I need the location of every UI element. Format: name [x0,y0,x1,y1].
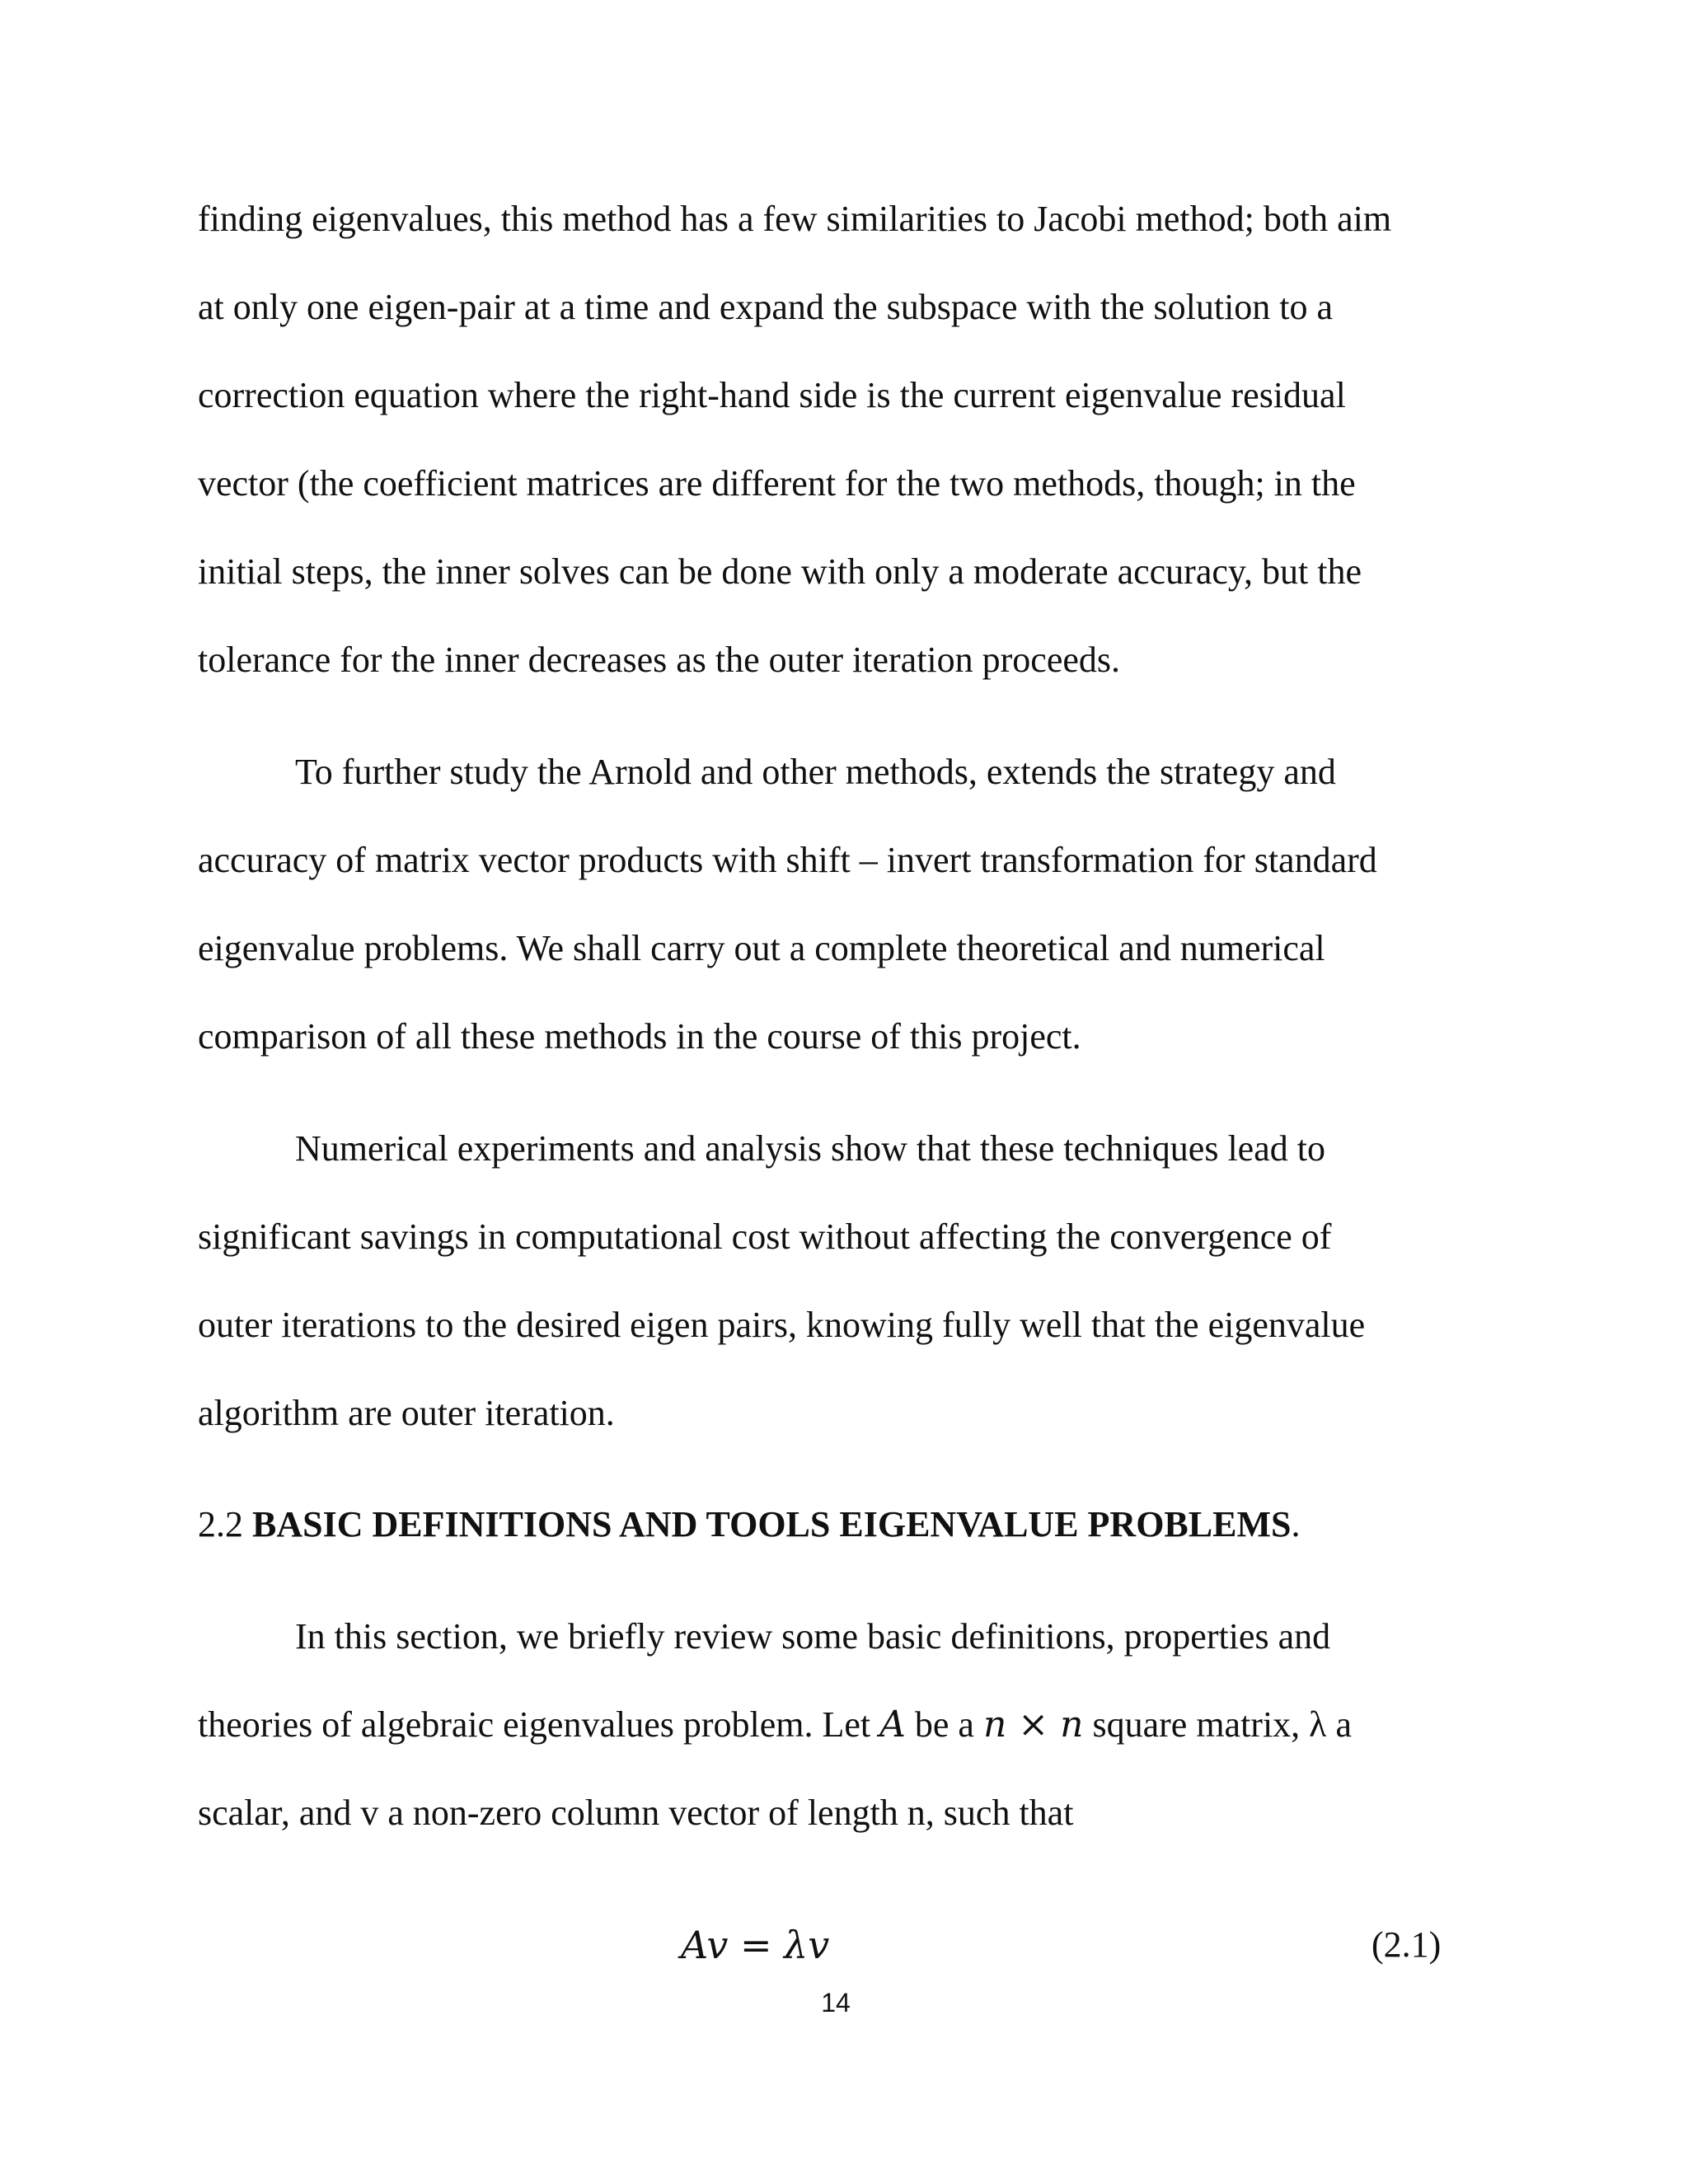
times-symbol: × [1006,1704,1061,1746]
paragraph-1-line-4: vector (the coefficient matrices are different for the two methods, though; in the [198,463,1356,504]
paragraph-1-line-6: tolerance for the inner decreases as the outer iteration proceeds. [198,640,1121,680]
dimension-n-2: n [1060,1704,1084,1746]
paragraph-1-line-3: correction equation where the right-hand side is the current eigenvalue residual [198,375,1346,415]
equation-number: (2.1) [1372,1924,1442,1965]
paragraph-4-line-1: In this section, we briefly review some basic definitions, properties and [295,1616,1331,1657]
section-title: BASIC DEFINITIONS AND TOOLS EIGENVALUE PROBLEMS [252,1504,1292,1544]
paragraph-4-line-2-text-b: be a [905,1704,983,1745]
paragraph-3-line-1: Numerical experiments and analysis show that these techniques lead to [295,1128,1325,1169]
paragraph-2-line-2: accuracy of matrix vector products with shift – invert transformation for standard [198,840,1377,880]
paragraph-3-line-3: outer iterations to the desired eigen pairs, knowing fully well that the eigenvalue [198,1305,1366,1345]
section-heading [198,1500,1300,1549]
paragraph-2-line-3: eigenvalue problems. We shall carry out a complete theoretical and numerical [198,928,1325,968]
paragraph-3-line-2: significant savings in computational cost without affecting the convergence of [198,1216,1332,1257]
section-title-period: . [1291,1504,1301,1544]
paragraph-4-line-2-text-c: square matrix, λ a [1083,1704,1353,1745]
paragraph-4-line-2 [198,1700,1352,1750]
paragraph-4-line-3: scalar, and v a non-zero column vector of length n, such that [198,1793,1074,1833]
page-number: 14 [821,1988,851,2018]
paragraph-1-line-5: initial steps, the inner solves can be done with only a moderate accuracy, but the [198,551,1362,592]
paragraph-2-line-1: To further study the Arnold and other methods, extends the strategy and [295,752,1336,792]
paragraph-1-line-1: finding eigenvalues, this method has a few similarities to Jacobi method; both aim [198,199,1392,239]
equation-2-1: Av = λv [681,1923,830,1967]
paragraph-4-line-2-text-a: theories of algebraic eigenvalues problem. Let [198,1704,880,1745]
paragraph-3-line-4: algorithm are outer iteration. [198,1393,615,1433]
section-number: 2.2 [198,1504,252,1544]
paragraph-1-line-2: at only one eigen-pair at a time and expand the subspace with the solution to a [198,287,1334,327]
dimension-n-1: n [982,1704,1007,1746]
paragraph-2-line-4: comparison of all these methods in the course of this project. [198,1016,1081,1057]
matrix-symbol-a: A [879,1704,906,1746]
